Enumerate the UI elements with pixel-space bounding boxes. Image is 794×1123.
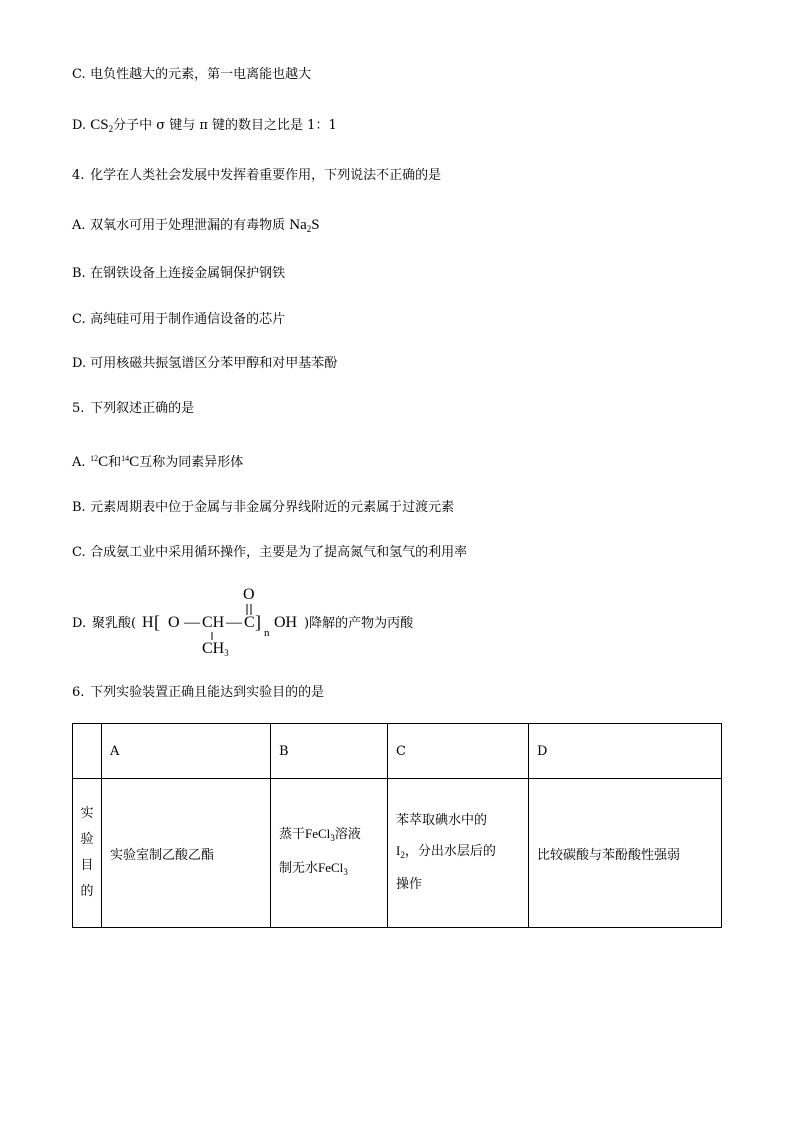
option-text: 合成氨工业中采用循环操作，主要是为了提高氮气和氢气的利用率 — [90, 545, 468, 560]
option-label: C. — [72, 67, 86, 82]
formula-subscript: 2 — [108, 124, 114, 134]
struct-ch: CH — [202, 614, 225, 631]
question-number: 4. — [72, 168, 85, 183]
option-d-q3 — [72, 116, 337, 138]
struct-bracket-open: [ — [154, 612, 160, 632]
formula-main: CS — [90, 117, 109, 133]
row-label-char: 的 — [80, 884, 94, 899]
header-cell-d: D — [529, 724, 722, 779]
cell-b-line2 — [279, 853, 379, 887]
mass-number: 12 — [90, 454, 99, 463]
option-label: C. — [72, 312, 86, 327]
option-text: 高纯硅可用于制作通信设备的芯片 — [90, 312, 286, 327]
option-label: A. — [72, 218, 86, 233]
isotope-c12 — [90, 454, 108, 470]
header-cell-b: B — [271, 724, 388, 779]
formula-main: FeCl — [305, 826, 331, 841]
question-text: 下列实验装置正确且能达到实验目的的是 — [90, 685, 325, 700]
option-text: 分子中 σ 键与 π 键的数目之比是 1：1 — [113, 118, 337, 133]
struct-o: O — [168, 614, 180, 631]
option-text: 在钢铁设备上连接金属铜保护钢铁 — [90, 266, 286, 281]
option-d-q4 — [72, 355, 337, 373]
option-text-pre: 聚乳酸( — [92, 616, 137, 631]
header-cell-a: A — [102, 724, 271, 779]
option-text-post: )降解的产物为丙酸 — [304, 616, 414, 631]
option-b-q5 — [72, 499, 454, 517]
struct-carbonyl-o: O — [243, 586, 255, 603]
element-symbol: C — [129, 454, 140, 470]
option-text: 元素周期表中位于金属与非金属分界线附近的元素属于过渡元素 — [90, 500, 455, 515]
option-label: C. — [72, 545, 86, 560]
struct-bonds-svg — [72, 586, 512, 658]
cell-a: 实验室制乙酸乙酯 — [102, 779, 271, 928]
mass-number: 14 — [121, 454, 130, 463]
option-label: B. — [72, 266, 86, 281]
cell-text: 制无水 — [279, 861, 319, 876]
formula-main: FeCl — [318, 860, 344, 875]
formula-subscript: 3 — [343, 867, 348, 877]
experiment-table — [72, 723, 722, 928]
cell-b — [271, 779, 388, 928]
cell-c — [388, 779, 529, 928]
option-d-q5 — [72, 586, 512, 658]
formula-na2s — [289, 217, 319, 233]
formula-main: Na — [289, 217, 307, 233]
struct-bond: — — [184, 614, 200, 631]
cell-c-line2 — [396, 836, 520, 870]
option-text: 电负性越大的元素，第一电离能也越大 — [90, 67, 312, 82]
option-c-q5 — [72, 544, 467, 562]
question-text: 化学在人类社会发展中发挥着重要作用，下列说法不正确的是 — [90, 168, 442, 183]
option-a-q4 — [72, 216, 320, 238]
question-text: 下列叙述正确的是 — [90, 401, 195, 416]
option-text: 互称为同素异形体 — [139, 455, 244, 470]
row-label-char: 目 — [80, 858, 94, 873]
cell-text: ，分出水层后的 — [404, 844, 496, 859]
question-4 — [72, 167, 441, 185]
struct-bond: — — [226, 614, 242, 631]
header-cell-c: C — [388, 724, 529, 779]
header-cell-empty — [73, 724, 102, 779]
option-label: B. — [72, 500, 86, 515]
formula-i2 — [396, 843, 405, 858]
formula-subscript: 2 — [400, 850, 405, 860]
cell-text: 溶液 — [334, 827, 361, 842]
struct-c: C — [244, 614, 255, 631]
cell-d: 比较碳酸与苯酚酸性强弱 — [529, 779, 722, 928]
option-label: D. — [72, 356, 87, 371]
struct-ch3-main: CH — [202, 640, 225, 657]
struct-bracket-close: ] — [255, 612, 261, 632]
question-6 — [72, 684, 324, 702]
formula-main: I — [396, 843, 401, 858]
struct-h: H — [142, 614, 154, 631]
option-label: D. — [72, 118, 87, 133]
conjunction: 和 — [108, 455, 122, 470]
row-label-char: 验 — [80, 832, 94, 847]
cell-c-line3: 操作 — [396, 877, 423, 892]
option-c-q4 — [72, 311, 285, 329]
cell-b-line1 — [279, 819, 379, 853]
row-label-char: 实 — [80, 806, 94, 821]
struct-n: n — [264, 627, 270, 639]
table-header-row — [73, 724, 722, 779]
question-5 — [72, 400, 194, 418]
option-text: 双氧水可用于处理泄漏的有毒物质 — [90, 218, 286, 233]
option-label: A. — [72, 455, 86, 470]
struct-oh: OH — [274, 614, 298, 631]
cell-c-line1: 苯萃取碘水中的 — [396, 813, 488, 828]
question-number: 5. — [72, 401, 85, 416]
formula-cs2 — [90, 117, 113, 133]
element-symbol: C — [98, 454, 109, 470]
question-number: 6. — [72, 685, 85, 700]
row-label-cell — [73, 779, 102, 928]
option-c-q3 — [72, 66, 311, 84]
formula-fecl3 — [318, 860, 348, 875]
struct-ch3-sub: 3 — [224, 648, 229, 658]
table-row — [73, 779, 722, 928]
cell-text: 蒸干 — [279, 827, 306, 842]
formula-fecl3 — [305, 826, 335, 841]
option-b-q4 — [72, 265, 285, 283]
option-label: D. — [72, 616, 87, 631]
option-text: 可用核磁共振氢谱区分苯甲醇和对甲基苯酚 — [90, 356, 338, 371]
struct-ch3 — [202, 640, 229, 662]
option-a-q5 — [72, 450, 243, 472]
isotope-c14 — [121, 454, 139, 470]
formula-subscript: 3 — [330, 833, 335, 843]
formula-subscript: 2 — [306, 224, 312, 234]
formula-tail: S — [311, 217, 320, 233]
